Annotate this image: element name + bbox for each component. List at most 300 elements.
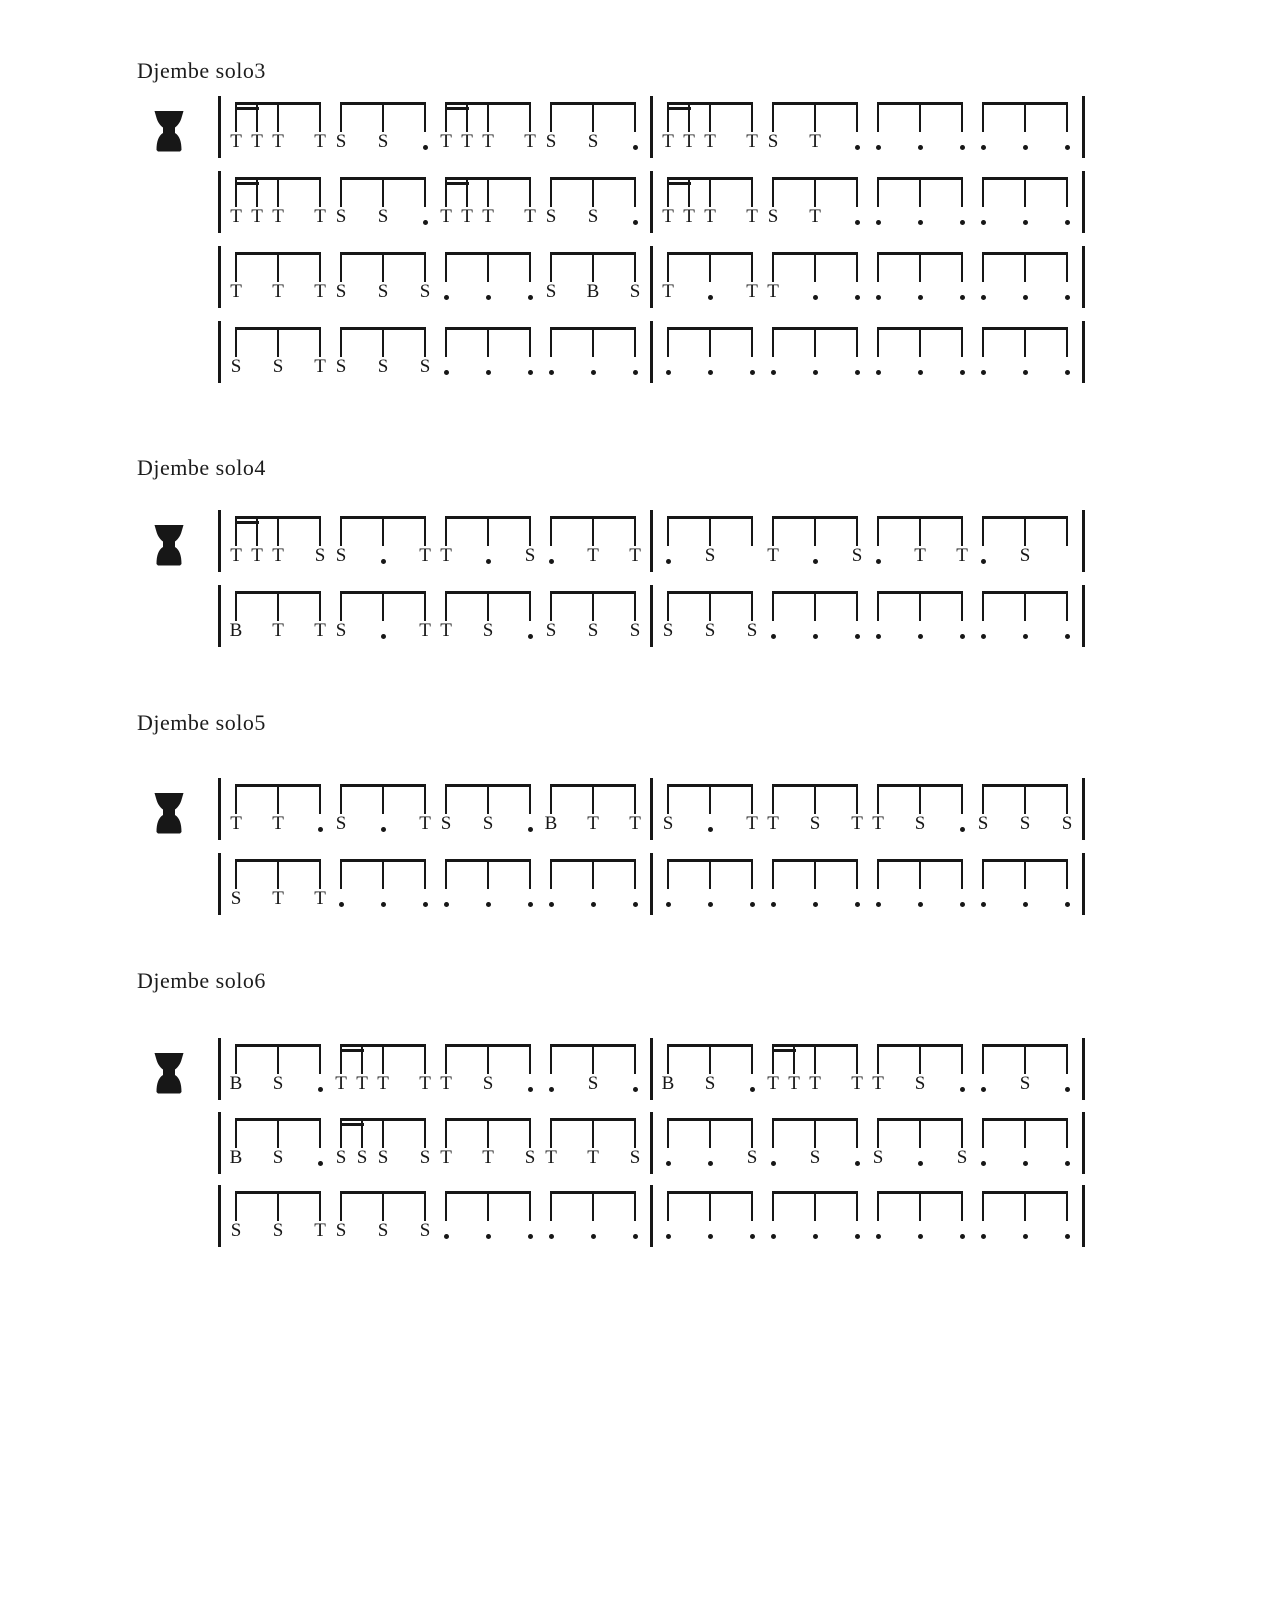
stroke-letter: S — [377, 131, 389, 152]
stroke-letter: T — [419, 620, 431, 641]
barline — [650, 778, 653, 840]
stroke-letter: S — [440, 813, 452, 834]
note-stem — [529, 1191, 531, 1221]
beat-group — [872, 784, 963, 836]
rest-dot — [549, 902, 554, 907]
stroke-letter: T — [230, 281, 242, 302]
note-stem — [961, 177, 963, 207]
barline — [1082, 853, 1085, 915]
stroke-letter: T — [746, 206, 758, 227]
notation-line — [218, 853, 1099, 917]
rest-dot — [1065, 295, 1070, 300]
rest-dot — [1065, 902, 1070, 907]
rest-dot — [855, 145, 860, 150]
rest-dot — [876, 295, 881, 300]
note-stem — [382, 327, 384, 357]
note-stem — [1024, 252, 1026, 282]
rest-dot — [666, 559, 671, 564]
rest-dot — [855, 295, 860, 300]
stroke-letter: S — [419, 356, 431, 377]
barline — [218, 1038, 221, 1100]
beat-group — [767, 252, 858, 304]
note-stem — [667, 1191, 669, 1221]
note-stem — [877, 1118, 879, 1148]
note-stem — [982, 327, 984, 357]
rest-dot — [633, 370, 638, 375]
note-stem — [487, 859, 489, 889]
beat-group — [230, 252, 326, 304]
note-stem — [361, 1044, 363, 1074]
barline — [650, 96, 653, 158]
rest-dot — [666, 1234, 671, 1239]
stroke-letter: T — [482, 206, 494, 227]
beat-group — [335, 327, 431, 379]
note-stem — [634, 859, 636, 889]
note-stem — [667, 591, 669, 621]
notation-line — [218, 778, 1099, 842]
note-stem — [814, 591, 816, 621]
note-stem — [340, 784, 342, 814]
note-stem — [529, 859, 531, 889]
beat-group — [229, 1118, 321, 1170]
barline — [1082, 778, 1085, 840]
note-stem — [1024, 784, 1026, 814]
rest-dot — [444, 902, 449, 907]
stroke-letter: S — [587, 206, 599, 227]
note-stem — [235, 859, 237, 889]
note-stem — [235, 327, 237, 357]
beat-group — [545, 1118, 641, 1170]
note-stem — [709, 784, 711, 814]
stroke-letter: S — [377, 206, 389, 227]
stroke-letter: S — [524, 545, 536, 566]
note-stem — [856, 177, 858, 207]
beat-group — [230, 177, 326, 229]
note-stem — [877, 859, 879, 889]
beat-group — [877, 252, 963, 304]
rest-dot — [960, 145, 965, 150]
stroke-letter: T — [662, 281, 674, 302]
rest-dot — [918, 295, 923, 300]
rest-dot — [633, 220, 638, 225]
stroke-letter: S — [272, 1220, 284, 1241]
note-stem — [424, 252, 426, 282]
rest-dot — [981, 370, 986, 375]
stroke-letter: T — [461, 131, 473, 152]
note-stem — [856, 102, 858, 132]
note-stem — [919, 591, 921, 621]
rest-dot — [960, 295, 965, 300]
stroke-letter: T — [956, 545, 968, 566]
note-stem — [856, 327, 858, 357]
note-stem — [529, 102, 531, 132]
note-stem — [751, 252, 753, 282]
stroke-letter: S — [230, 1220, 242, 1241]
note-stem — [592, 102, 594, 132]
note-stem — [982, 1191, 984, 1221]
section-title-solo3: Djembe solo3 — [137, 58, 266, 83]
note-stem — [709, 1118, 711, 1148]
beat-group — [230, 327, 326, 379]
rest-dot — [486, 370, 491, 375]
note-stem — [634, 591, 636, 621]
rest-dot — [813, 634, 818, 639]
note-stem — [1066, 102, 1068, 132]
beat-group — [877, 177, 963, 229]
stroke-letter: S — [1019, 1073, 1031, 1094]
rest-dot — [771, 902, 776, 907]
note-stem — [340, 252, 342, 282]
note-stem — [319, 591, 321, 621]
rest-dot — [813, 1234, 818, 1239]
note-stem — [709, 252, 711, 282]
barline — [1082, 585, 1085, 647]
note-stem — [319, 859, 321, 889]
beat-group — [772, 591, 858, 643]
beat-group — [977, 784, 1073, 836]
beat-group — [877, 327, 963, 379]
note-stem — [529, 1118, 531, 1148]
note-stem — [919, 859, 921, 889]
note-stem — [919, 516, 921, 546]
note-stem — [856, 591, 858, 621]
note-stem — [919, 327, 921, 357]
barline — [218, 585, 221, 647]
beat-group — [767, 102, 858, 154]
note-stem — [877, 591, 879, 621]
note-stem — [751, 1118, 753, 1148]
stroke-letter: B — [544, 813, 558, 834]
rest-dot — [486, 559, 491, 564]
beat-group — [545, 252, 641, 304]
stroke-letter: S — [335, 131, 347, 152]
note-stem — [751, 516, 753, 546]
note-stem — [592, 1118, 594, 1148]
djembe-drum-icon — [152, 110, 186, 152]
rest-dot — [666, 370, 671, 375]
note-stem — [487, 177, 489, 207]
stroke-letter: T — [272, 206, 284, 227]
note-stem — [709, 516, 711, 546]
stroke-letter: S — [419, 1220, 431, 1241]
note-stem — [856, 1044, 858, 1074]
rest-dot — [813, 902, 818, 907]
beat-group — [230, 1191, 326, 1243]
note-stem — [751, 1044, 753, 1074]
note-stem — [1066, 177, 1068, 207]
note-stem — [982, 516, 984, 546]
stroke-letter: T — [704, 206, 716, 227]
stroke-letter: T — [272, 281, 284, 302]
beat-group — [982, 1044, 1068, 1096]
beat-group — [772, 327, 858, 379]
djembe-drum-icon — [152, 524, 186, 566]
rest-dot — [981, 559, 986, 564]
note-stem — [277, 252, 279, 282]
notation-line — [218, 1038, 1099, 1102]
note-stem — [319, 327, 321, 357]
note-stem — [709, 102, 711, 132]
rest-dot — [981, 145, 986, 150]
note-stem — [877, 327, 879, 357]
note-stem — [919, 1191, 921, 1221]
rest-dot — [981, 295, 986, 300]
stroke-letter: T — [662, 206, 674, 227]
barline — [1082, 321, 1085, 383]
note-stem — [550, 327, 552, 357]
rest-dot — [981, 1087, 986, 1092]
rest-dot — [750, 1087, 755, 1092]
beat-group — [229, 591, 326, 643]
note-stem — [319, 784, 321, 814]
barline — [1082, 1185, 1085, 1247]
beat-group — [662, 177, 758, 229]
stroke-letter: T — [440, 545, 452, 566]
beat-group — [335, 252, 431, 304]
note-stem — [814, 1044, 816, 1074]
stroke-letter: T — [683, 206, 695, 227]
rest-dot — [960, 902, 965, 907]
note-stem — [814, 516, 816, 546]
barline — [1082, 96, 1085, 158]
note-stem — [340, 591, 342, 621]
stroke-letter: S — [272, 356, 284, 377]
note-stem — [982, 784, 984, 814]
beat-group — [230, 784, 321, 836]
note-stem — [877, 1044, 879, 1074]
note-stem — [319, 1191, 321, 1221]
note-stem — [382, 591, 384, 621]
note-stem — [445, 102, 447, 132]
note-stem — [1024, 1044, 1026, 1074]
barline — [1082, 510, 1085, 572]
rest-dot — [423, 145, 428, 150]
note-stem — [340, 102, 342, 132]
stroke-letter: T — [272, 620, 284, 641]
note-stem — [919, 1118, 921, 1148]
beat-group — [667, 1118, 758, 1170]
note-stem — [856, 1118, 858, 1148]
note-stem — [529, 177, 531, 207]
note-stem — [424, 102, 426, 132]
note-stem — [751, 1191, 753, 1221]
barline — [218, 1185, 221, 1247]
stroke-letter: T — [545, 1147, 557, 1168]
note-stem — [1066, 1118, 1068, 1148]
note-stem — [529, 252, 531, 282]
barline — [1082, 171, 1085, 233]
rest-dot — [318, 1087, 323, 1092]
beat-group — [335, 177, 426, 229]
stroke-letter: T — [230, 813, 242, 834]
note-stem — [1024, 327, 1026, 357]
stroke-letter: S — [956, 1147, 968, 1168]
note-stem — [814, 1191, 816, 1221]
note-stem — [424, 784, 426, 814]
note-stem — [550, 784, 552, 814]
notation-line — [218, 585, 1099, 649]
note-stem — [424, 1044, 426, 1074]
stroke-letter: S — [335, 620, 347, 641]
note-stem — [550, 1044, 552, 1074]
rest-dot — [876, 370, 881, 375]
rest-dot — [876, 1234, 881, 1239]
rest-dot — [981, 902, 986, 907]
note-stem — [592, 859, 594, 889]
stroke-letter: T — [251, 131, 263, 152]
rest-dot — [708, 827, 713, 832]
stroke-letter: T — [683, 131, 695, 152]
rest-dot — [918, 1161, 923, 1166]
beat-group — [982, 102, 1068, 154]
stroke-letter: S — [482, 1073, 494, 1094]
note-stem — [667, 516, 669, 546]
note-stem — [277, 1118, 279, 1148]
note-stem — [919, 102, 921, 132]
note-stem — [550, 177, 552, 207]
barline — [650, 585, 653, 647]
beat-group — [662, 784, 758, 836]
beat-group — [340, 859, 426, 911]
note-stem — [919, 1044, 921, 1074]
stroke-letter: S — [419, 1147, 431, 1168]
beat-group — [335, 1044, 431, 1096]
rest-dot — [918, 220, 923, 225]
stroke-letter: S — [377, 1220, 389, 1241]
rest-dot — [666, 902, 671, 907]
stroke-letter: T — [746, 131, 758, 152]
rest-dot — [486, 1234, 491, 1239]
rest-dot — [1065, 145, 1070, 150]
note-stem — [319, 1044, 321, 1074]
barline — [650, 1112, 653, 1174]
rest-dot — [876, 220, 881, 225]
beat-group — [662, 252, 758, 304]
barline — [1082, 1112, 1085, 1174]
note-stem — [382, 102, 384, 132]
note-stem — [877, 516, 879, 546]
barline — [1082, 1038, 1085, 1100]
note-stem — [592, 516, 594, 546]
beat-group — [440, 516, 536, 568]
note-stem — [592, 1191, 594, 1221]
note-stem — [982, 1044, 984, 1074]
stroke-letter: S — [977, 813, 989, 834]
note-stem — [772, 1191, 774, 1221]
beat-group — [445, 252, 531, 304]
rest-dot — [1065, 634, 1070, 639]
rest-dot — [960, 1087, 965, 1092]
note-stem — [793, 1044, 795, 1074]
beat-group — [440, 102, 536, 154]
stroke-letter: S — [314, 545, 326, 566]
note-stem — [277, 859, 279, 889]
stroke-letter: S — [1061, 813, 1073, 834]
stroke-letter: S — [272, 1147, 284, 1168]
note-stem — [856, 784, 858, 814]
beat-group — [335, 1118, 431, 1170]
barline — [650, 853, 653, 915]
note-stem — [667, 859, 669, 889]
barline — [650, 321, 653, 383]
stroke-letter: T — [419, 545, 431, 566]
section-title-solo5: Djembe solo5 — [137, 710, 266, 735]
note-stem — [487, 591, 489, 621]
beat-group — [872, 1118, 968, 1170]
note-stem — [529, 591, 531, 621]
barline — [218, 853, 221, 915]
section-title-solo4: Djembe solo4 — [137, 455, 266, 480]
stroke-letter: T — [809, 1073, 821, 1094]
rest-dot — [381, 827, 386, 832]
note-stem — [688, 177, 690, 207]
stroke-letter: S — [809, 813, 821, 834]
stroke-letter: S — [356, 1147, 368, 1168]
stroke-letter: T — [524, 206, 536, 227]
stroke-letter: S — [482, 620, 494, 641]
note-stem — [772, 859, 774, 889]
barline — [650, 171, 653, 233]
note-stem — [361, 1118, 363, 1148]
beat-group — [662, 102, 758, 154]
note-stem — [751, 859, 753, 889]
djembe-drum-icon — [152, 792, 186, 834]
note-stem — [667, 252, 669, 282]
note-stem — [634, 252, 636, 282]
stroke-letter: S — [746, 1147, 758, 1168]
beat-group — [445, 859, 531, 911]
note-stem — [856, 1191, 858, 1221]
note-stem — [445, 591, 447, 621]
notation-line — [218, 171, 1099, 235]
note-stem — [277, 327, 279, 357]
note-stem — [877, 252, 879, 282]
note-stem — [751, 591, 753, 621]
beat-group — [440, 591, 531, 643]
note-stem — [445, 252, 447, 282]
note-stem — [982, 859, 984, 889]
stroke-letter: B — [661, 1073, 675, 1094]
rest-dot — [813, 295, 818, 300]
beat-group — [230, 102, 326, 154]
stroke-letter: S — [662, 620, 674, 641]
beat-group — [772, 1191, 858, 1243]
rest-dot — [960, 1234, 965, 1239]
stroke-letter: S — [482, 813, 494, 834]
beat-group — [982, 1191, 1068, 1243]
rest-dot — [960, 634, 965, 639]
stroke-letter: T — [314, 281, 326, 302]
beat-group — [335, 784, 431, 836]
note-stem — [1024, 177, 1026, 207]
note-stem — [667, 1118, 669, 1148]
stroke-letter: T — [914, 545, 926, 566]
rest-dot — [1065, 1087, 1070, 1092]
note-stem — [529, 327, 531, 357]
note-stem — [550, 1191, 552, 1221]
rest-dot — [918, 902, 923, 907]
note-stem — [709, 859, 711, 889]
rest-dot — [666, 1161, 671, 1166]
rest-dot — [981, 1161, 986, 1166]
note-stem — [235, 1044, 237, 1074]
stroke-letter: B — [229, 1073, 243, 1094]
note-stem — [445, 1044, 447, 1074]
note-stem — [1066, 591, 1068, 621]
note-stem — [319, 252, 321, 282]
note-stem — [277, 1044, 279, 1074]
stroke-letter: T — [251, 545, 263, 566]
